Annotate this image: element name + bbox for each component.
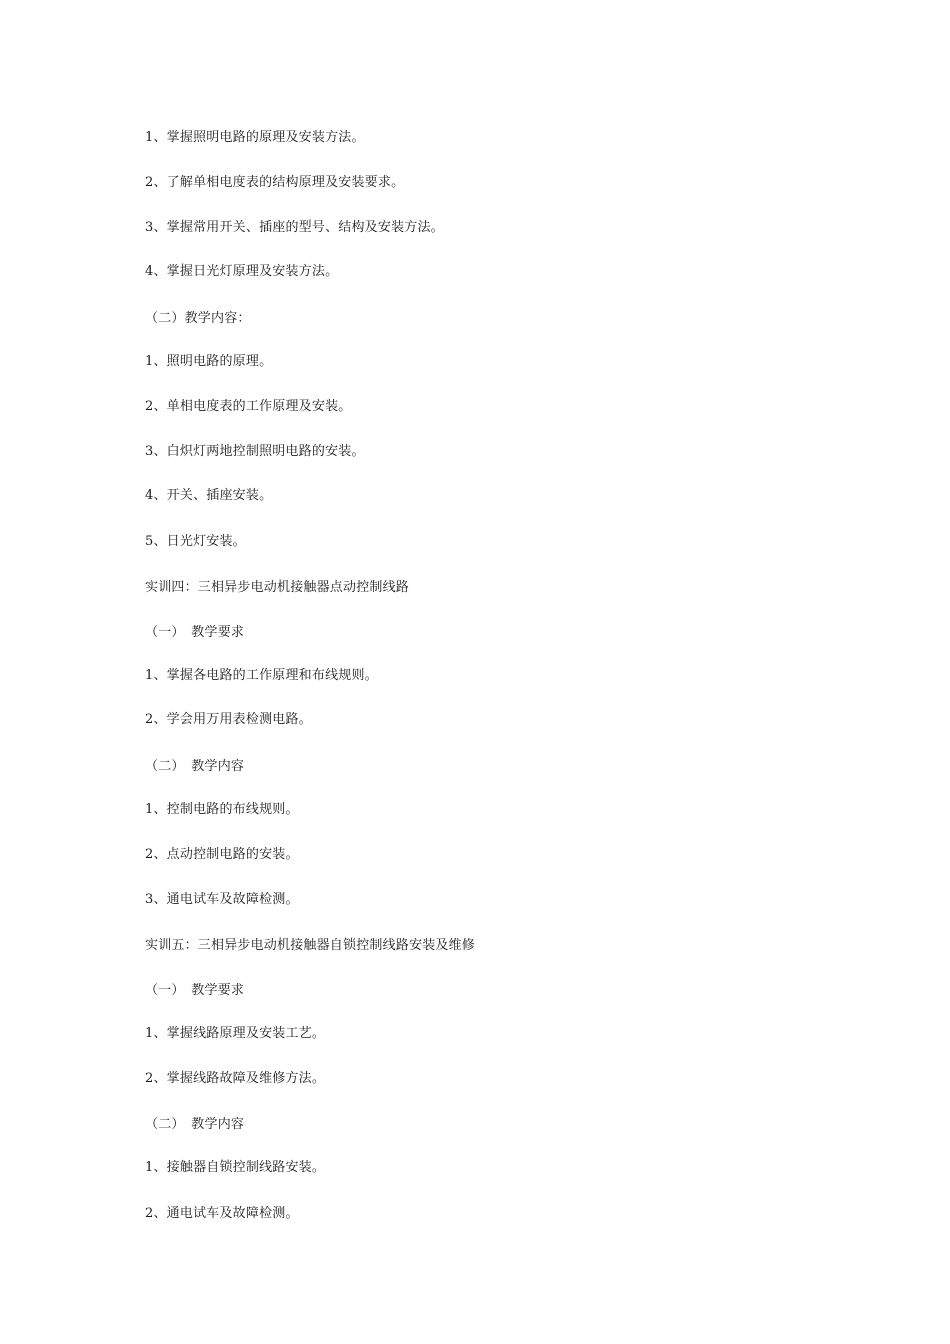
section-heading: （一） 教学要求 (145, 625, 245, 640)
list-item: 2、点动控制电路的安装。 (145, 847, 299, 862)
list-item: 1、照明电路的原理。 (145, 354, 273, 369)
list-item: 1、掌握各电路的工作原理和布线规则。 (145, 668, 378, 683)
list-item: 2、通电试车及故障检测。 (145, 1206, 299, 1221)
section-heading: （二）教学内容： (145, 311, 251, 326)
list-item: 1、掌握照明电路的原理及安装方法。 (145, 130, 365, 145)
list-item: 4、掌握日光灯原理及安装方法。 (145, 264, 339, 279)
list-item: 1、掌握线路原理及安装工艺。 (145, 1026, 326, 1041)
list-item: 4、开关、插座安装。 (145, 488, 273, 503)
chapter-heading: 实训四：三相异步电动机接触器点动控制线路 (145, 580, 410, 595)
list-item: 1、控制电路的布线规则。 (145, 802, 299, 817)
list-item: 2、学会用万用表检测电路。 (145, 712, 312, 727)
section-heading: （二） 教学内容 (145, 759, 245, 774)
chapter-heading: 实训五：三相异步电动机接触器自锁控制线路安装及维修 (145, 938, 476, 953)
list-item: 2、掌握线路故障及维修方法。 (145, 1071, 326, 1086)
section-heading: （二） 教学内容 (145, 1117, 245, 1132)
section-heading: （一） 教学要求 (145, 983, 245, 998)
list-item: 3、白炽灯两地控制照明电路的安装。 (145, 444, 365, 459)
list-item: 3、通电试车及故障检测。 (145, 892, 299, 907)
list-item: 1、接触器自锁控制线路安装。 (145, 1160, 326, 1175)
list-item: 2、单相电度表的工作原理及安装。 (145, 399, 352, 414)
list-item: 5、日光灯安装。 (145, 534, 246, 549)
list-item: 3、掌握常用开关、插座的型号、结构及安装方法。 (145, 220, 444, 235)
list-item: 2、了解单相电度表的结构原理及安装要求。 (145, 175, 405, 190)
